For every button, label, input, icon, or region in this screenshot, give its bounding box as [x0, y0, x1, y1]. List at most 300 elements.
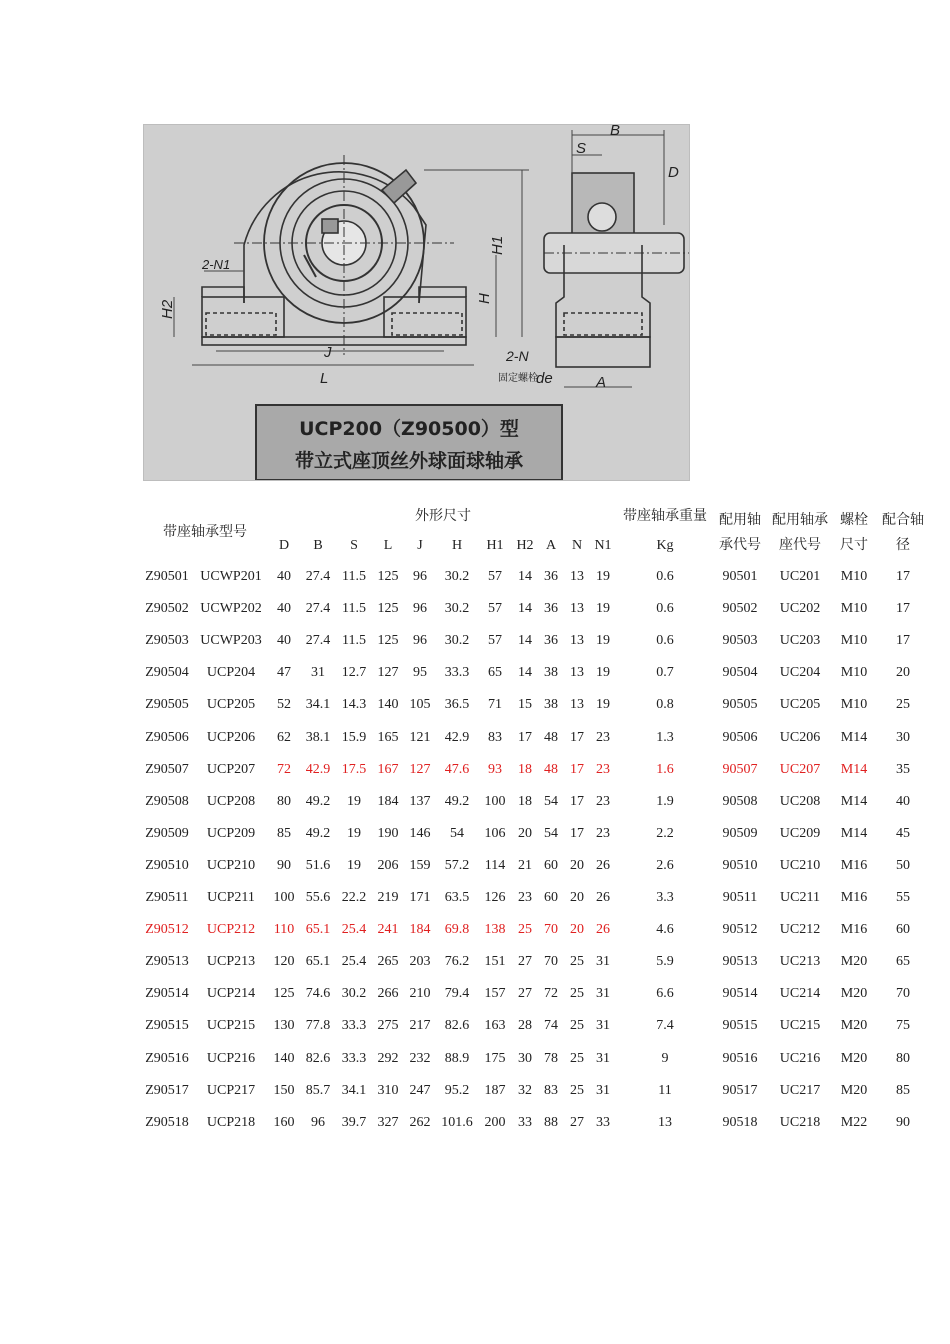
cell-weight: 0.6 — [656, 569, 674, 584]
cell-n: 20 — [570, 857, 584, 873]
cell-j: 127 — [409, 761, 431, 777]
cell-a: 36 — [544, 569, 558, 584]
cell-h2: 25 — [518, 922, 532, 938]
cell-h1: 126 — [484, 890, 506, 905]
cell-h2: 15 — [518, 697, 532, 713]
cell-weight: 0.8 — [656, 697, 674, 713]
cell-b: 96 — [311, 1114, 325, 1130]
cell-d: 140 — [273, 1050, 295, 1066]
table-row — [0, 1083, 950, 1103]
cell-n: 17 — [570, 761, 584, 777]
cell-a: 38 — [544, 697, 558, 713]
table-row — [0, 633, 950, 653]
cell-s: 19 — [347, 825, 361, 841]
cell-h1: 114 — [484, 857, 506, 873]
cell-h1: 83 — [488, 729, 502, 745]
cell-model-code: Z90510 — [145, 857, 189, 873]
cell-d: 150 — [273, 1082, 295, 1098]
cell-bearing-code: 90505 — [722, 697, 758, 713]
cell-model-name: UCP212 — [206, 922, 256, 938]
cell-model-code: Z90512 — [145, 922, 189, 938]
label-N1: 2-N1 — [202, 257, 231, 272]
cell-b: 55.6 — [305, 890, 331, 905]
cell-model-code: Z90506 — [145, 729, 189, 745]
cell-model-code: Z90517 — [145, 1082, 189, 1098]
cell-housing-code: UC210 — [779, 857, 821, 873]
cell-j: 262 — [409, 1114, 431, 1130]
cell-bearing-code: 90508 — [722, 793, 758, 809]
cell-j: 96 — [413, 601, 427, 617]
label-H2: H2 — [159, 299, 176, 319]
cell-n: 13 — [570, 697, 584, 713]
cell-bolt-size: M14 — [840, 825, 868, 841]
cell-model-name: UCP209 — [206, 825, 256, 841]
header-dim-n: N — [571, 538, 583, 553]
cell-bearing-code: 90516 — [722, 1050, 758, 1066]
label-D: D — [668, 164, 679, 181]
cell-shaft-diameter: 30 — [896, 729, 910, 745]
cell-a: 54 — [544, 825, 558, 841]
table-row — [0, 922, 950, 942]
cell-h1: 65 — [488, 665, 502, 681]
cell-b: 49.2 — [305, 793, 331, 809]
cell-shaft-diameter: 80 — [896, 1050, 910, 1066]
cell-bolt-size: M10 — [840, 665, 868, 681]
table-row — [0, 954, 950, 974]
cell-h: 69.8 — [444, 922, 470, 938]
cell-model-code: Z90513 — [145, 954, 189, 970]
cell-h: 79.4 — [444, 986, 470, 1002]
cell-housing-code: UC216 — [779, 1050, 821, 1066]
cell-j: 247 — [409, 1082, 431, 1098]
cell-a: 83 — [544, 1082, 558, 1098]
cell-b: 65.1 — [305, 922, 331, 938]
cell-b: 82.6 — [305, 1050, 331, 1066]
cell-shaft-diameter: 55 — [896, 890, 910, 905]
cell-weight: 11 — [658, 1082, 672, 1098]
cell-model-code: Z90515 — [145, 1018, 189, 1034]
table-row — [0, 697, 950, 717]
cell-j: 217 — [409, 1018, 431, 1034]
cell-bolt-size: M10 — [840, 601, 868, 617]
cell-b: 51.6 — [305, 857, 331, 873]
table-row — [0, 762, 950, 782]
cell-b: 65.1 — [305, 954, 331, 970]
cell-n1: 19 — [596, 601, 610, 617]
cell-bolt-size: M20 — [840, 986, 868, 1002]
cell-s: 33.3 — [341, 1050, 367, 1066]
cell-n: 17 — [570, 729, 584, 745]
cell-h2: 14 — [518, 569, 532, 584]
cell-h2: 17 — [518, 729, 532, 745]
cell-d: 40 — [277, 633, 291, 649]
cell-l: 327 — [377, 1114, 399, 1130]
cell-bearing-code: 90502 — [722, 601, 758, 617]
cell-bolt-size: M16 — [840, 890, 868, 905]
cell-bolt-size: M16 — [840, 857, 868, 873]
cell-s: 34.1 — [341, 1082, 367, 1098]
label-H1: H1 — [489, 235, 506, 255]
cell-l: 266 — [377, 986, 399, 1002]
cell-s: 30.2 — [341, 986, 367, 1002]
cell-d: 160 — [273, 1114, 295, 1130]
label-de: de — [536, 370, 553, 387]
cell-n: 13 — [570, 633, 584, 649]
cell-s: 25.4 — [341, 922, 367, 938]
cell-d: 90 — [277, 857, 291, 873]
cell-bearing-code: 90503 — [722, 633, 758, 649]
cell-model-code: Z90514 — [145, 986, 189, 1002]
cell-bolt-size: M14 — [840, 761, 868, 777]
cell-model-code: Z90503 — [145, 633, 189, 649]
cell-model-name: UCP208 — [206, 793, 256, 809]
cell-h2: 27 — [518, 954, 532, 970]
cell-h2: 14 — [518, 601, 532, 617]
table-row — [0, 601, 950, 621]
cell-n1: 23 — [596, 761, 610, 777]
cell-h2: 33 — [518, 1114, 532, 1130]
cell-model-code: Z90511 — [145, 890, 189, 905]
cell-b: 34.1 — [305, 697, 331, 713]
cell-shaft-diameter: 25 — [896, 697, 910, 713]
cell-l: 125 — [377, 601, 399, 617]
header-shaft-1: 配合轴 — [882, 513, 924, 528]
cell-h2: 27 — [518, 986, 532, 1002]
bearing-drawing — [143, 124, 690, 481]
table-row — [0, 569, 950, 589]
cell-n: 17 — [570, 825, 584, 841]
cell-h2: 14 — [518, 633, 532, 649]
cell-weight: 5.9 — [656, 954, 674, 970]
label-bolt: 固定螺栓 — [498, 373, 538, 384]
cell-n1: 31 — [596, 1018, 610, 1034]
cell-a: 70 — [544, 954, 558, 970]
cell-d: 40 — [277, 569, 291, 584]
table-row — [0, 858, 950, 878]
cell-bolt-size: M20 — [840, 1082, 868, 1098]
cell-weight: 1.9 — [656, 793, 674, 809]
cell-b: 42.9 — [305, 761, 331, 777]
cell-s: 11.5 — [342, 633, 366, 649]
label-N: 2-N — [506, 348, 529, 364]
cell-l: 167 — [377, 761, 399, 777]
cell-shaft-diameter: 65 — [896, 954, 910, 970]
cell-model-name: UCP205 — [206, 697, 256, 713]
cell-h: 30.2 — [444, 601, 470, 617]
cell-j: 146 — [409, 825, 431, 841]
cell-model-name: UCP204 — [206, 665, 256, 681]
header-bolt-2: 尺寸 — [840, 538, 868, 553]
cell-housing-code: UC214 — [779, 986, 821, 1002]
cell-bearing-code: 90515 — [722, 1018, 758, 1034]
cell-shaft-diameter: 17 — [896, 569, 910, 584]
cell-h1: 57 — [488, 601, 502, 617]
cell-s: 12.7 — [341, 665, 367, 681]
cell-a: 60 — [544, 857, 558, 873]
cell-j: 159 — [409, 857, 431, 873]
table-row — [0, 826, 950, 846]
cell-bolt-size: M20 — [840, 1050, 868, 1066]
table-row — [0, 1051, 950, 1071]
cell-housing-code: UC202 — [779, 601, 821, 617]
cell-bolt-size: M20 — [840, 1018, 868, 1034]
cell-weight: 3.3 — [656, 890, 674, 905]
cell-h1: 200 — [484, 1114, 506, 1130]
cell-shaft-diameter: 50 — [896, 857, 910, 873]
cell-n: 20 — [570, 890, 584, 905]
cell-s: 17.5 — [341, 761, 367, 777]
cell-n1: 31 — [596, 954, 610, 970]
cell-h: 76.2 — [444, 954, 470, 970]
cell-j: 203 — [409, 954, 431, 970]
cell-h: 88.9 — [444, 1050, 470, 1066]
cell-b: 27.4 — [305, 633, 331, 649]
cell-bearing-code: 90512 — [722, 922, 758, 938]
cell-a: 36 — [544, 601, 558, 617]
cell-h1: 151 — [484, 954, 506, 970]
cell-l: 140 — [377, 697, 399, 713]
cell-bearing-code: 90514 — [722, 986, 758, 1002]
cell-housing-code: UC207 — [779, 761, 821, 777]
cell-l: 219 — [377, 890, 399, 905]
cell-h1: 163 — [484, 1018, 506, 1034]
cell-l: 165 — [377, 729, 399, 745]
cell-bearing-code: 90511 — [722, 890, 758, 905]
header-bearing-code-2: 承代号 — [719, 538, 761, 553]
cell-h: 47.6 — [444, 761, 470, 777]
cell-h2: 20 — [518, 825, 532, 841]
cell-shaft-diameter: 45 — [896, 825, 910, 841]
cell-bearing-code: 90513 — [722, 954, 758, 970]
cell-h2: 30 — [518, 1050, 532, 1066]
cell-b: 38.1 — [305, 729, 331, 745]
cell-model-name: UCP211 — [207, 890, 255, 905]
cell-h2: 18 — [518, 793, 532, 809]
cell-h2: 23 — [518, 890, 532, 905]
cell-shaft-diameter: 60 — [896, 922, 910, 938]
header-dim-h: H — [451, 538, 463, 553]
cell-n: 27 — [570, 1114, 584, 1130]
cell-h2: 18 — [518, 761, 532, 777]
cell-housing-code: UC201 — [779, 569, 821, 584]
cell-n: 25 — [570, 986, 584, 1002]
cell-housing-code: UC215 — [779, 1018, 821, 1034]
cell-h: 54 — [450, 825, 464, 841]
cell-n: 25 — [570, 954, 584, 970]
table-row — [0, 890, 950, 910]
cell-n1: 26 — [596, 857, 610, 873]
cell-weight: 0.6 — [656, 601, 674, 617]
cell-l: 292 — [377, 1050, 399, 1066]
cell-d: 40 — [277, 601, 291, 617]
cell-h: 30.2 — [444, 569, 470, 584]
cell-model-code: Z90504 — [145, 665, 189, 681]
label-H: H — [476, 293, 493, 304]
cell-n: 17 — [570, 793, 584, 809]
cell-bearing-code: 90517 — [722, 1082, 758, 1098]
header-dim-l: L — [383, 538, 393, 553]
cell-a: 88 — [544, 1114, 558, 1130]
cell-j: 121 — [409, 729, 431, 745]
cell-weight: 2.2 — [656, 825, 674, 841]
side-view — [544, 173, 689, 367]
cell-s: 33.3 — [341, 1018, 367, 1034]
cell-h1: 138 — [484, 922, 506, 938]
label-B: B — [610, 125, 621, 139]
header-housing-code-2: 座代号 — [779, 538, 821, 553]
cell-n: 25 — [570, 1018, 584, 1034]
header-dims-group: 外形尺寸 — [415, 509, 471, 524]
cell-j: 184 — [409, 922, 431, 938]
cell-bearing-code: 90501 — [722, 569, 758, 584]
cell-h1: 175 — [484, 1050, 506, 1066]
cell-n1: 31 — [596, 986, 610, 1002]
cell-shaft-diameter: 17 — [896, 633, 910, 649]
cell-s: 14.3 — [341, 697, 367, 713]
bearing-diagram-svg — [144, 125, 689, 480]
cell-n1: 23 — [596, 825, 610, 841]
cell-housing-code: UC205 — [779, 697, 821, 713]
cell-n1: 19 — [596, 697, 610, 713]
table-row — [0, 986, 950, 1006]
cell-l: 184 — [377, 793, 399, 809]
cell-n1: 23 — [596, 793, 610, 809]
cell-housing-code: UC209 — [779, 825, 821, 841]
cell-housing-code: UC211 — [780, 890, 820, 905]
cell-l: 206 — [377, 857, 399, 873]
cell-a: 48 — [544, 729, 558, 745]
cell-weight: 0.6 — [656, 633, 674, 649]
front-view — [202, 155, 466, 355]
cell-s: 22.2 — [341, 890, 367, 905]
cell-a: 60 — [544, 890, 558, 905]
cell-d: 80 — [277, 793, 291, 809]
cell-d: 110 — [273, 922, 295, 938]
cell-n1: 19 — [596, 633, 610, 649]
cell-h: 57.2 — [444, 857, 470, 873]
cell-j: 232 — [409, 1050, 431, 1066]
cell-housing-code: UC217 — [779, 1082, 821, 1098]
figure-title-line2: 带立式座顶丝外球面球轴承 — [294, 450, 524, 472]
table-row — [0, 794, 950, 814]
cell-weight: 4.6 — [656, 922, 674, 938]
cell-model-code: Z90516 — [145, 1050, 189, 1066]
header-housing-code-1: 配用轴承 — [772, 513, 828, 528]
cell-model-name: UCP215 — [206, 1018, 256, 1034]
label-A: A — [596, 374, 607, 391]
header-model: 带座轴承型号 — [163, 525, 247, 540]
cell-j: 210 — [409, 986, 431, 1002]
cell-d: 130 — [273, 1018, 295, 1034]
cell-bearing-code: 90507 — [722, 761, 758, 777]
cell-a: 36 — [544, 633, 558, 649]
header-dim-d: D — [278, 538, 290, 553]
cell-d: 125 — [273, 986, 295, 1002]
cell-n1: 26 — [596, 890, 610, 905]
cell-weight: 6.6 — [656, 986, 674, 1002]
cell-a: 38 — [544, 665, 558, 681]
cell-model-code: Z90501 — [145, 569, 189, 584]
header-weight-unit: Kg — [656, 538, 674, 553]
cell-shaft-diameter: 90 — [896, 1114, 910, 1130]
cell-b: 27.4 — [305, 569, 331, 584]
cell-weight: 7.4 — [656, 1018, 674, 1034]
cell-h1: 93 — [488, 761, 502, 777]
cell-j: 137 — [409, 793, 431, 809]
cell-h: 82.6 — [444, 1018, 470, 1034]
cell-n1: 23 — [596, 729, 610, 745]
cell-bearing-code: 90504 — [722, 665, 758, 681]
table-row — [0, 1018, 950, 1038]
table-row — [0, 730, 950, 750]
cell-housing-code: UC218 — [779, 1114, 821, 1130]
cell-l: 127 — [377, 665, 399, 681]
cell-l: 125 — [377, 633, 399, 649]
table-row — [0, 1115, 950, 1135]
cell-b: 77.8 — [305, 1018, 331, 1034]
cell-bolt-size: M10 — [840, 633, 868, 649]
cell-n: 13 — [570, 665, 584, 681]
cell-model-code: Z90502 — [145, 601, 189, 617]
cell-model-name: UCP207 — [206, 761, 256, 777]
cell-d: 100 — [273, 890, 295, 905]
cell-d: 85 — [277, 825, 291, 841]
cell-housing-code: UC208 — [779, 793, 821, 809]
cell-model-name: UCP206 — [206, 729, 256, 745]
cell-n: 13 — [570, 569, 584, 584]
label-J: J — [324, 344, 332, 361]
cell-h: 101.6 — [441, 1114, 473, 1130]
header-dim-a: A — [545, 538, 557, 553]
cell-n1: 31 — [596, 1050, 610, 1066]
cell-shaft-diameter: 17 — [896, 601, 910, 617]
cell-shaft-diameter: 35 — [896, 761, 910, 777]
cell-s: 39.7 — [341, 1114, 367, 1130]
cell-housing-code: UC206 — [779, 729, 821, 745]
dim-header-row — [0, 538, 950, 558]
cell-n: 13 — [570, 601, 584, 617]
cell-b: 49.2 — [305, 825, 331, 841]
cell-s: 15.9 — [341, 729, 367, 745]
cell-l: 310 — [377, 1082, 399, 1098]
header-dim-s: S — [350, 538, 358, 553]
cell-bolt-size: M10 — [840, 569, 868, 584]
cell-h1: 106 — [484, 825, 506, 841]
cell-n1: 33 — [596, 1114, 610, 1130]
cell-model-name: UCP217 — [206, 1082, 256, 1098]
cell-j: 96 — [413, 569, 427, 584]
cell-shaft-diameter: 20 — [896, 665, 910, 681]
header-weight: 带座轴承重量 — [623, 509, 707, 524]
cell-bearing-code: 90510 — [722, 857, 758, 873]
cell-weight: 1.6 — [656, 761, 674, 777]
label-S: S — [576, 140, 587, 157]
cell-model-code: Z90518 — [145, 1114, 189, 1130]
cell-h1: 57 — [488, 633, 502, 649]
cell-l: 265 — [377, 954, 399, 970]
cell-bolt-size: M14 — [840, 729, 868, 745]
figure-title-line1: UCP200（Z90500）型 — [299, 418, 519, 440]
cell-a: 74 — [544, 1018, 558, 1034]
cell-model-name: UCP213 — [206, 954, 256, 970]
cell-bolt-size: M16 — [840, 922, 868, 938]
header-dim-n1: N1 — [594, 538, 612, 553]
cell-j: 105 — [409, 697, 431, 713]
cell-model-name: UCP216 — [206, 1050, 256, 1066]
cell-bolt-size: M14 — [840, 793, 868, 809]
cell-b: 31 — [311, 665, 325, 681]
cell-a: 72 — [544, 986, 558, 1002]
